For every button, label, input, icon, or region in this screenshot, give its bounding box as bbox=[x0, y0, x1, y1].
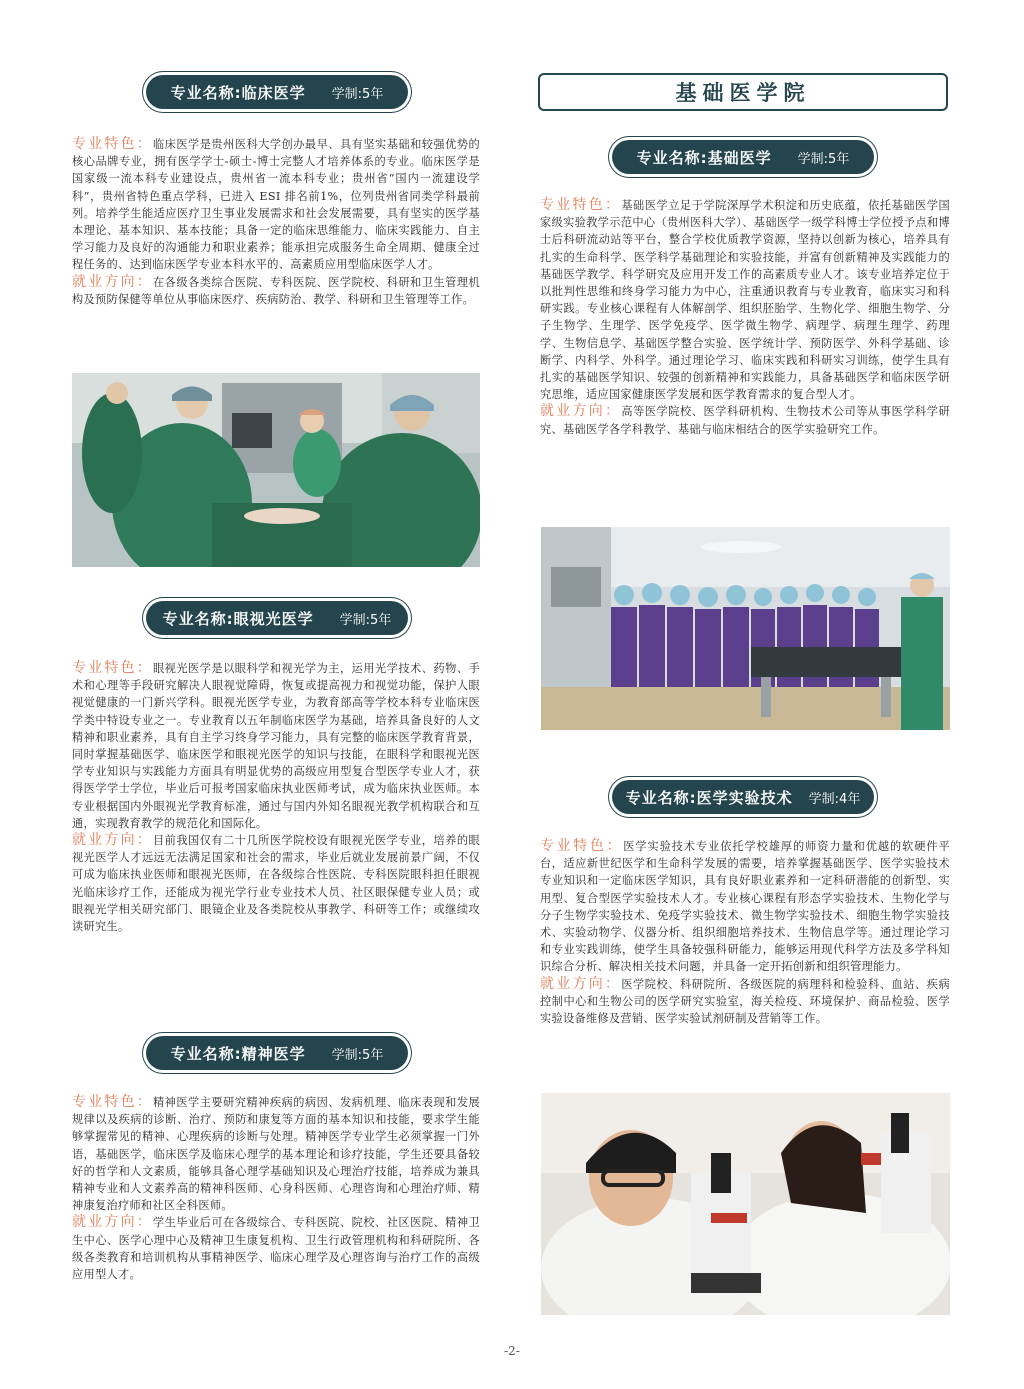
major-duration: 学制:5年 bbox=[331, 1047, 384, 1063]
feature-text: 精神医学主要研究精神疾病的病因、发病机理、临床表现和发展规律以及疾病的诊断、治疗、预防和康复等方面的基本知识和技能，要求学生能够掌握常见的精神、心理疾病的诊断与处理。精神医学专业学生必须掌握一门外语，基础医学，临床医学及临床心理学的基本理论和诊疗技能，学生还要具备较好的哲学和人文素质，能够具备心理学基础知识及心理治疗技能，培养成为兼具精神专业和人文素养高的精神科医师、心身科医师、心理咨询和心理治疗师、精神康复治疗师和社区全科医师。 bbox=[72, 1096, 481, 1213]
career-label: 就业方向： bbox=[72, 832, 153, 849]
microscope-photo bbox=[541, 1093, 950, 1315]
major-header-psychiatry bbox=[146, 1036, 408, 1070]
feature-label: 专业特色： bbox=[540, 197, 622, 213]
career-text: 在各级各类综合医院、专科医院、医学院校、科研和卫生管理机构及预防保健等单位从事临床医疗、疾病防治、教学、科研和卫生管理等工作。 bbox=[72, 275, 481, 306]
feature-text: 临床医学是贵州医科大学创办最早、具有坚实基础和较强优势的核心品牌专业，拥有医学学士-硕士-博士完整人才培养体系的专业。临床医学是国家级一流本科专业建设点，贵州省一流本科专业；贵州省“国内一流建设学科”，贵州省特色重点学科，已进入 ESI 排名前1%，位列贵州省同类学科最前列。培养学生能适应医疗卫生事业发展需求和社会发展需要，具有坚实的医学基本理论、基本知识、基本技能；具备一定的临床思维能力、临床实践能力、自主学习能力及良好的沟通能力和职业素养；能承担完成服务生命全周期、健康全过程任务的、达到临床医学专业本科水平的、高素质应用型临床医学人才。 bbox=[72, 138, 481, 272]
major-desc-psychiatry bbox=[72, 1094, 480, 1283]
career-text: 目前我国仅有二十几所医学院校设有眼视光医学专业，培养的眼视光医学人才远远无法满足国家和社会的需求，毕业后就业发展前景广阔，不仅可成为临床执业医师和眼视光医师，在各级综合性医院、专科医院眼科担任眼视光临床诊疗工作，还能成为视光学行业专业技术人员、社区眼保健专业人员；或眼视光学相关研究部门、眼镜企业及各类院校从事教学、科研等工作；或继续攻读研究生。 bbox=[72, 834, 481, 934]
career-label: 就业方向： bbox=[540, 403, 622, 420]
feature-label: 专业特色： bbox=[540, 838, 624, 854]
career-text: 学生毕业后可在各级综合、专科医院、院校、社区医院、精神卫生中心、医学心理中心及精神卫生康复机构、卫生行政管理机构和科研院所、各级各类教育和培训机构从事精神医学、临床心理学及心理咨询与治疗工作的高级应用型人才。 bbox=[72, 1216, 481, 1282]
career-label: 就业方向： bbox=[72, 1214, 153, 1231]
major-header-clinical bbox=[146, 75, 408, 109]
surgery-photo bbox=[72, 373, 480, 567]
career-text: 高等医学院校、医学科研机构、生物技术公司等从事医学科学研究、基础医学各学科教学、基础与临床相结合的医学实验研究工作。 bbox=[540, 405, 951, 436]
major-desc-basic bbox=[540, 197, 950, 438]
college-title: 基础医学院 bbox=[538, 73, 948, 111]
major-desc-clinical bbox=[72, 136, 480, 308]
page-number: -2- bbox=[504, 1344, 520, 1358]
major-header-basic bbox=[612, 140, 874, 174]
career-label: 就业方向： bbox=[540, 975, 622, 992]
feature-text: 眼视光医学是以眼科学和视光学为主，运用光学技术、药物、手术和心理等手段研究解决人眼视觉障碍，恢复或提高视力和视觉功能，保护人眼视觉健康的一门新兴学科。眼视光医学专业，为教育部高等学校本科专业临床医学类中特设专业之一。专业教育以五年制临床医学为基础，培养具备良好的人文精神和职业素养，具有自主学习终身学习能力，具有完整的临床医学教育背景，同时掌握基础医学、临床医学和眼视光医学的知识与技能，在眼科学和眼视光医学专业知识与实践能力方面具有明显优势的高级应用型复合型医学专业人才，获得医学学士学位，毕业后可报考国家临床执业医师考试，成为临床执业医师。本专业根据国内外眼视光学教育标准，通过与国内外知名眼视光教学机构联合和互通，实现教育教学的规范化和国际化。 bbox=[72, 662, 481, 830]
major-header-labtech bbox=[612, 780, 874, 814]
feature-label: 专业特色： bbox=[72, 136, 153, 152]
major-name: 专业名称:临床医学 bbox=[170, 83, 306, 102]
career-text: 医学院校、科研院所、各级医院的病理科和检验科、血站、疾病控制中心和生物公司的医学研究实验室，海关检疫、环境保护、商品检验、医学实验设备维修及营销、医学实验试剂研制及营销等工作。 bbox=[540, 977, 951, 1026]
career-label: 就业方向： bbox=[72, 273, 153, 290]
major-desc-labtech bbox=[540, 838, 950, 1027]
major-name: 专业名称:基础医学 bbox=[636, 148, 772, 167]
feature-label: 专业特色： bbox=[72, 660, 153, 676]
major-duration: 学制:4年 bbox=[808, 791, 861, 807]
major-duration: 学制:5年 bbox=[339, 612, 392, 628]
major-name: 专业名称:精神医学 bbox=[170, 1044, 306, 1063]
feature-text: 基础医学立足于学院深厚学术积淀和历史底蕴，依托基础医学国家级实验教学示范中心（贵州医科大学）、基础医学一级学科博士学位授予点和博士后科研流动站等平台，整合学校优质教学资源，坚持以创新为核心，培养具有扎实的生命科学、医学科学基础理论和实验技能，并富有创新精神及实践能力的基础医学教学、科学研究及应用开发工作的高素质专业人才。该专业培养定位于以批判性思维和终身学习能力为中心，注重通识教育与专业教育，临床实习和科研实践。专业核心课程有人体解剖学、组织胚胎学、生物化学、细胞生物学、分子生物学、生理学、医学免疫学、医学微生物学、病理学、病理生理学、药理学、生物信息学、基础医学整合实验、医学统计学、预防医学、外科学基础、诊断学、内科学、外科学。通过理论学习、临床实践和科研实习训练，使学生具有扎实的基础医学知识、较强的创新精神和实践能力，具备基础医学和临床医学研究思维，适应国家健康医学发展和医学教育需求的复合型人才。 bbox=[540, 199, 951, 402]
major-desc-optometry bbox=[72, 660, 480, 935]
major-name: 专业名称:眼视光医学 bbox=[162, 609, 314, 628]
major-name: 专业名称:医学实验技术 bbox=[625, 788, 793, 807]
lab-group-photo bbox=[541, 527, 950, 730]
major-duration: 学制:5年 bbox=[331, 86, 384, 102]
feature-label: 专业特色： bbox=[72, 1094, 153, 1110]
major-header-optometry bbox=[146, 601, 408, 635]
feature-text: 医学实验技术专业依托学校雄厚的师资力量和优越的软硬件平台，适应新世纪医学和生命科学发展的需要，培养掌握基础医学、医学实验技术专业知识和一定临床医学知识，具有良好职业素养和一定科研潜能的创新型、实用型、复合型医学实验技术人才。专业核心课程有形态学实验技术、生物化学与分子生物学实验技术、免疫学实验技术、微生物学实验技术、细胞生物学实验技术、实验动物学、仪器分析、组织细胞培养技术、生物信息学等。通过理论学习和专业实践训练，使学生具备较强科研能力，能够运用现代科学方法及多学科知识综合分析、解决相关技术问题，并具备一定开拓创新和组织管理能力。 bbox=[540, 840, 950, 974]
major-duration: 学制:5年 bbox=[797, 151, 850, 167]
